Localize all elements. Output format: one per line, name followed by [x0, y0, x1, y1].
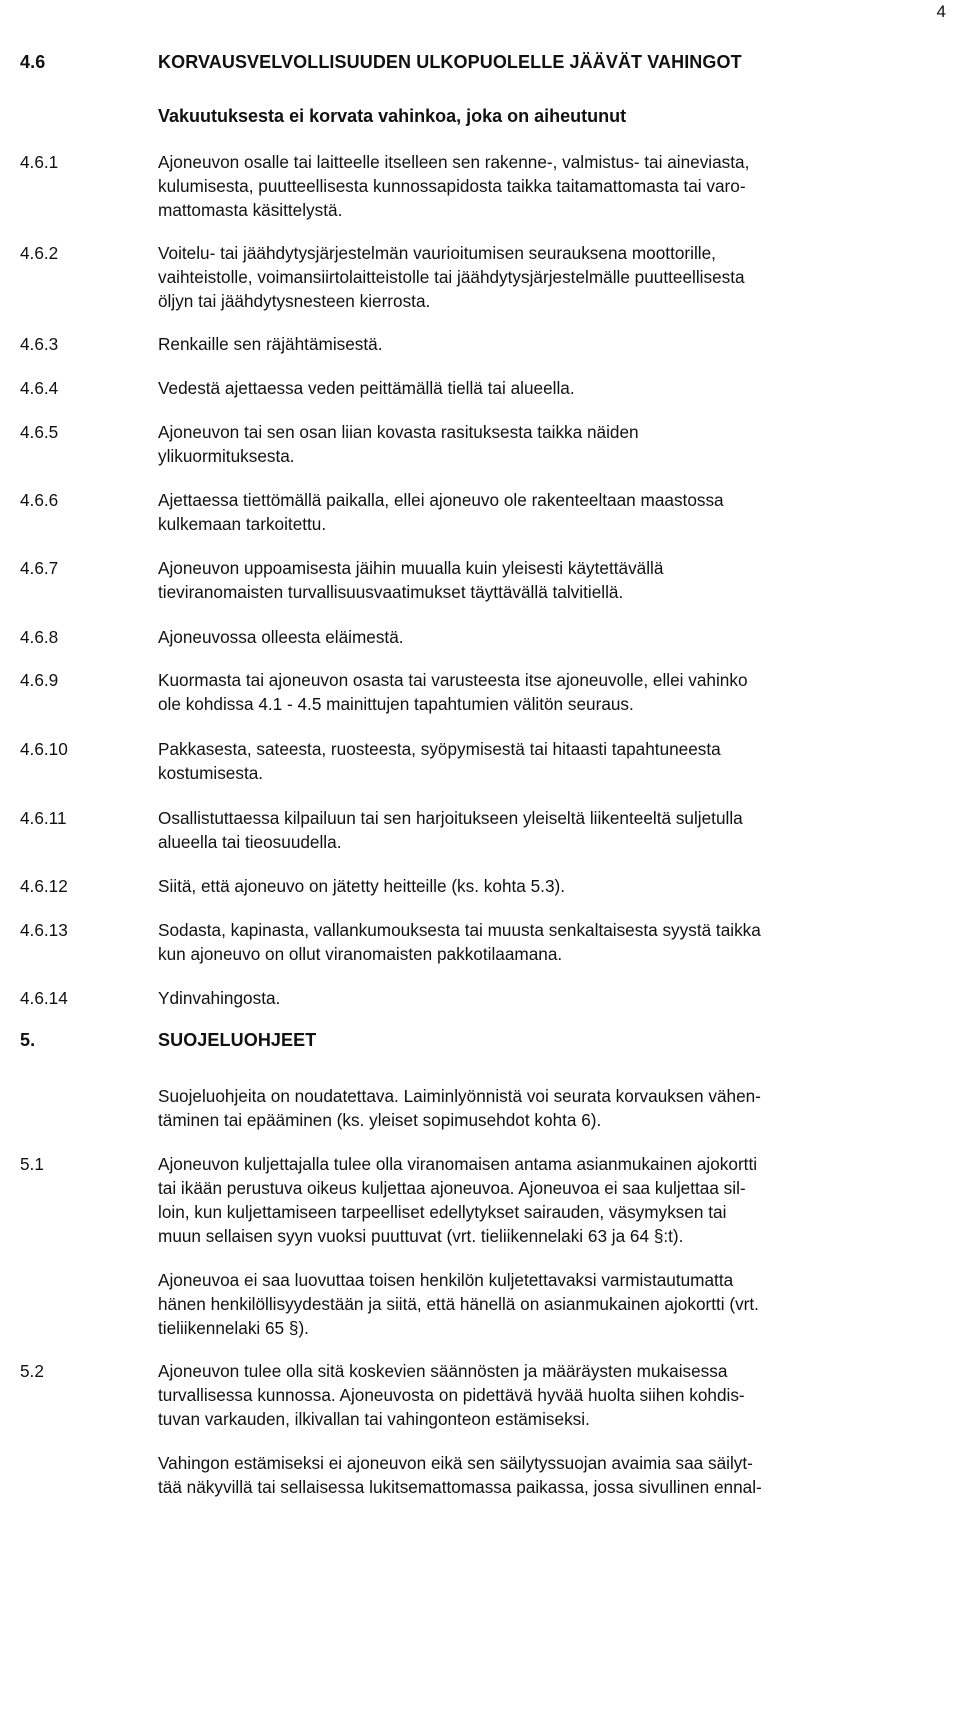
item-number: 5.1	[20, 1154, 44, 1174]
list-item-4-6-7	[20, 556, 955, 604]
list-item-4-6-11	[20, 806, 955, 854]
list-item-5-2	[20, 1359, 955, 1431]
item-5-2-paragraph-2: Vahingon estämiseksi ei ajoneuvon eikä sen säilytyssuojan avaimia saa säilyt- tää näkyvillä tai sellaisessa lukitsemattomassa paikassa, jossa sivullinen ennal-	[158, 1453, 762, 1497]
list-item-4-6-1	[20, 150, 955, 222]
item-text: Ajoneuvon tai sen osan liian kovasta rasituksesta taikka näiden ylikuormituksesta.	[158, 422, 639, 466]
item-number: 4.6.2	[20, 243, 59, 263]
item-text: Ajoneuvon osalle tai laitteelle itselleen sen rakenne-, valmistus- tai aineviasta, kulumisesta, puutteellisesta kunnossapidosta taikka taitamattomasta tai varo- mattomasta käsittelystä.	[158, 152, 750, 220]
section-title: SUOJELUOHJEET	[158, 1030, 317, 1050]
section-5-intro: Suojeluohjeita on noudatettava. Laiminlyönnistä voi seurata korvauksen vähen- täminen tai epääminen (ks. yleiset sopimusehdot kohta 6).	[158, 1086, 761, 1130]
item-text: Ajettaessa tiettömällä paikalla, ellei ajoneuvo ole rakenteeltaan maastossa kulkemaan tarkoitettu.	[158, 490, 724, 534]
list-item-4-6-12	[20, 874, 955, 898]
item-text: Ajoneuvossa olleesta eläimestä.	[158, 627, 404, 647]
section-intro: Vakuutuksesta ei korvata vahinkoa, joka on aiheutunut	[158, 106, 627, 126]
section-number: 5.	[20, 1030, 36, 1050]
item-text: Kuormasta tai ajoneuvon osasta tai varusteesta itse ajoneuvolle, ellei vahinko ole kohdissa 4.1 - 4.5 mainittujen tapahtumien välitön seuraus.	[158, 670, 748, 714]
list-item-4-6-13	[20, 918, 955, 966]
item-text: Sodasta, kapinasta, vallankumouksesta tai muusta senkaltaisesta syystä taikka kun ajoneuvo on ollut viranomaisten pakkotilaamana.	[158, 920, 761, 964]
list-item-4-6-4	[20, 376, 955, 400]
item-number: 4.6.13	[20, 920, 68, 940]
list-item-4-6-14	[20, 986, 955, 1010]
section-number: 4.6	[20, 52, 46, 72]
item-text: Ajoneuvon uppoamisesta jäihin muualla kuin yleisesti käytettävällä tieviranomaisten turvallisuusvaatimukset täyttävällä talvitiellä.	[158, 558, 664, 602]
item-number: 4.6.6	[20, 490, 59, 510]
list-item-4-6-3	[20, 332, 955, 356]
item-text: Ajoneuvon tulee olla sitä koskevien säännösten ja määräysten mukaisessa turvallisessa kunnossa. Ajoneuvosta on pidettävä hyvää huolta siihen kohdis- tuvan varkauden, ilkivallan tai vahingonteon estämiseksi.	[158, 1361, 745, 1429]
list-item-4-6-8	[20, 625, 955, 649]
list-item-4-6-5	[20, 420, 955, 468]
item-number: 4.6.3	[20, 334, 59, 354]
item-number: 4.6.12	[20, 876, 68, 896]
item-text: Vedestä ajettaessa veden peittämällä tiellä tai alueella.	[158, 378, 575, 398]
item-text: Renkaille sen räjähtämisestä.	[158, 334, 383, 354]
section-title: KORVAUSVELVOLLISUUDEN ULKOPUOLELLE JÄÄVÄT VAHINGOT	[158, 52, 742, 72]
item-text: Osallistuttaessa kilpailuun tai sen harjoitukseen yleiseltä liikenteeltä suljetulla alueella tai tieosuudella.	[158, 808, 743, 852]
list-item-4-6-10	[20, 737, 955, 785]
list-item-4-6-6	[20, 488, 955, 536]
list-item-5-1	[20, 1152, 955, 1248]
item-text: Pakkasesta, sateesta, ruosteesta, syöpymisestä tai hitaasti tapahtuneesta kostumisesta.	[158, 739, 721, 783]
item-text: Siitä, että ajoneuvo on jätetty heitteille (ks. kohta 5.3).	[158, 876, 566, 896]
item-number: 4.6.1	[20, 152, 59, 172]
item-number: 4.6.9	[20, 670, 59, 690]
list-item-4-6-2	[20, 241, 955, 313]
item-number: 4.6.7	[20, 558, 59, 578]
item-text: Ydinvahingosta.	[158, 988, 281, 1008]
item-text: Voitelu- tai jäähdytysjärjestelmän vaurioitumisen seurauksena moottorille, vaihteistolle, voimansiirtolaitteistolle tai jäähdytysjärjestelmälle puutteellisesta öljyn tai jäähdytysnesteen kierrosta.	[158, 243, 745, 311]
item-number: 4.6.11	[20, 808, 67, 828]
item-number: 4.6.5	[20, 422, 59, 442]
list-item-4-6-9	[20, 668, 955, 716]
item-number: 4.6.8	[20, 627, 59, 647]
item-text: Ajoneuvon kuljettajalla tulee olla viranomaisen antama asianmukainen ajokortti tai ikään perustuva oikeus kuljettaa ajoneuvoa. Ajoneuvoa ei saa kuljettaa sil- loin, kun kuljettamiseen tarpeelliset edellytykset sairauden, väsymyksen tai muun sellaisen syyn vuoksi puuttuvat (vrt. tieliikennelaki 63 ja 64 §:t).	[158, 1154, 758, 1246]
page-number: 4	[936, 2, 946, 21]
item-number: 5.2	[20, 1361, 44, 1381]
item-number: 4.6.14	[20, 988, 68, 1008]
item-number: 4.6.10	[20, 739, 68, 759]
item-number: 4.6.4	[20, 378, 59, 398]
item-5-1-paragraph-2: Ajoneuvoa ei saa luovuttaa toisen henkilön kuljetettavaksi varmistautumatta hänen henkilöllisyydestään ja siitä, että hänellä on asianmukainen ajokortti (vrt. tieliikennelaki 65 §).	[158, 1270, 759, 1338]
